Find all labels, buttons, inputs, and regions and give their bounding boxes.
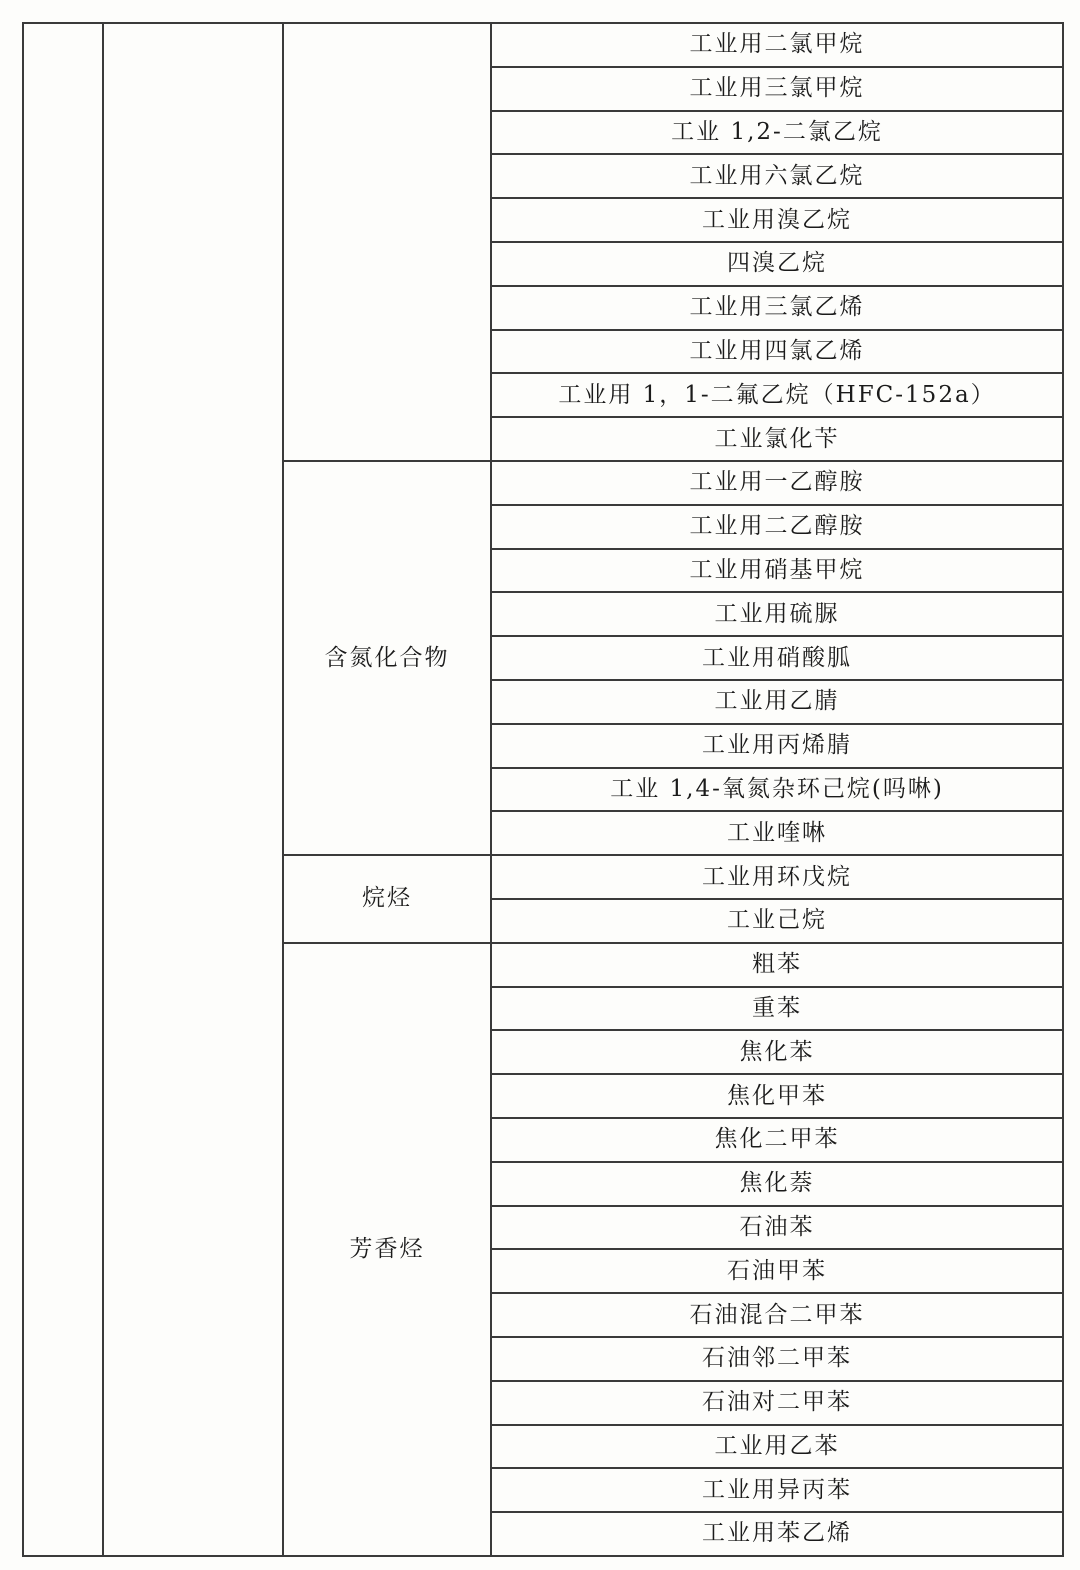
product-name-cell: 工业用乙腈 [491, 680, 1063, 724]
product-name-cell: 工业用溴乙烷 [491, 198, 1063, 242]
product-name-cell: 工业用苯乙烯 [491, 1512, 1063, 1556]
product-name-cell: 工业用二氯甲烷 [491, 23, 1063, 67]
product-name-cell: 石油甲苯 [491, 1249, 1063, 1293]
product-name-cell: 重苯 [491, 987, 1063, 1031]
table-row [23, 23, 1063, 67]
product-name-cell: 四溴乙烷 [491, 242, 1063, 286]
product-name-cell: 焦化苯 [491, 1030, 1063, 1074]
serial-number-cell [23, 23, 103, 1556]
chemical-product-table [22, 22, 1064, 1557]
product-name-cell: 工业用一乙醇胺 [491, 461, 1063, 505]
category-cell [283, 23, 491, 461]
product-name-cell: 工业用硝基甲烷 [491, 549, 1063, 593]
product-name-cell: 石油邻二甲苯 [491, 1337, 1063, 1381]
product-name-cell: 工业用乙苯 [491, 1425, 1063, 1469]
product-name-cell: 工业用二乙醇胺 [491, 505, 1063, 549]
product-name-cell: 石油混合二甲苯 [491, 1293, 1063, 1337]
product-name-cell: 工业用硝酸胍 [491, 636, 1063, 680]
product-class-cell [103, 23, 283, 1556]
product-name-cell: 工业用三氯乙烯 [491, 286, 1063, 330]
product-name-cell: 工业用异丙苯 [491, 1468, 1063, 1512]
product-name-cell: 工业喹啉 [491, 811, 1063, 855]
product-name-cell: 工业氯化苄 [491, 417, 1063, 461]
product-name-cell: 石油对二甲苯 [491, 1381, 1063, 1425]
product-name-cell: 工业用三氯甲烷 [491, 67, 1063, 111]
product-name-cell: 工业用环戊烷 [491, 855, 1063, 899]
category-cell: 烷烃 [283, 855, 491, 943]
category-cell: 含氮化合物 [283, 461, 491, 855]
table-body [23, 23, 1063, 1556]
product-name-cell: 工业用 1，1-二氟乙烷（HFC-152a） [491, 373, 1063, 417]
product-name-cell: 工业 1,2-二氯乙烷 [491, 111, 1063, 155]
category-cell: 芳香烃 [283, 943, 491, 1556]
product-name-cell: 工业 1,4-氧氮杂环己烷(吗啉) [491, 768, 1063, 812]
product-name-cell: 焦化甲苯 [491, 1074, 1063, 1118]
product-name-cell: 石油苯 [491, 1206, 1063, 1250]
product-name-cell: 工业己烷 [491, 899, 1063, 943]
product-name-cell: 工业用四氯乙烯 [491, 330, 1063, 374]
product-name-cell: 粗苯 [491, 943, 1063, 987]
product-name-cell: 工业用六氯乙烷 [491, 154, 1063, 198]
product-name-cell: 焦化萘 [491, 1162, 1063, 1206]
product-name-cell: 焦化二甲苯 [491, 1118, 1063, 1162]
product-name-cell: 工业用丙烯腈 [491, 724, 1063, 768]
product-name-cell: 工业用硫脲 [491, 592, 1063, 636]
